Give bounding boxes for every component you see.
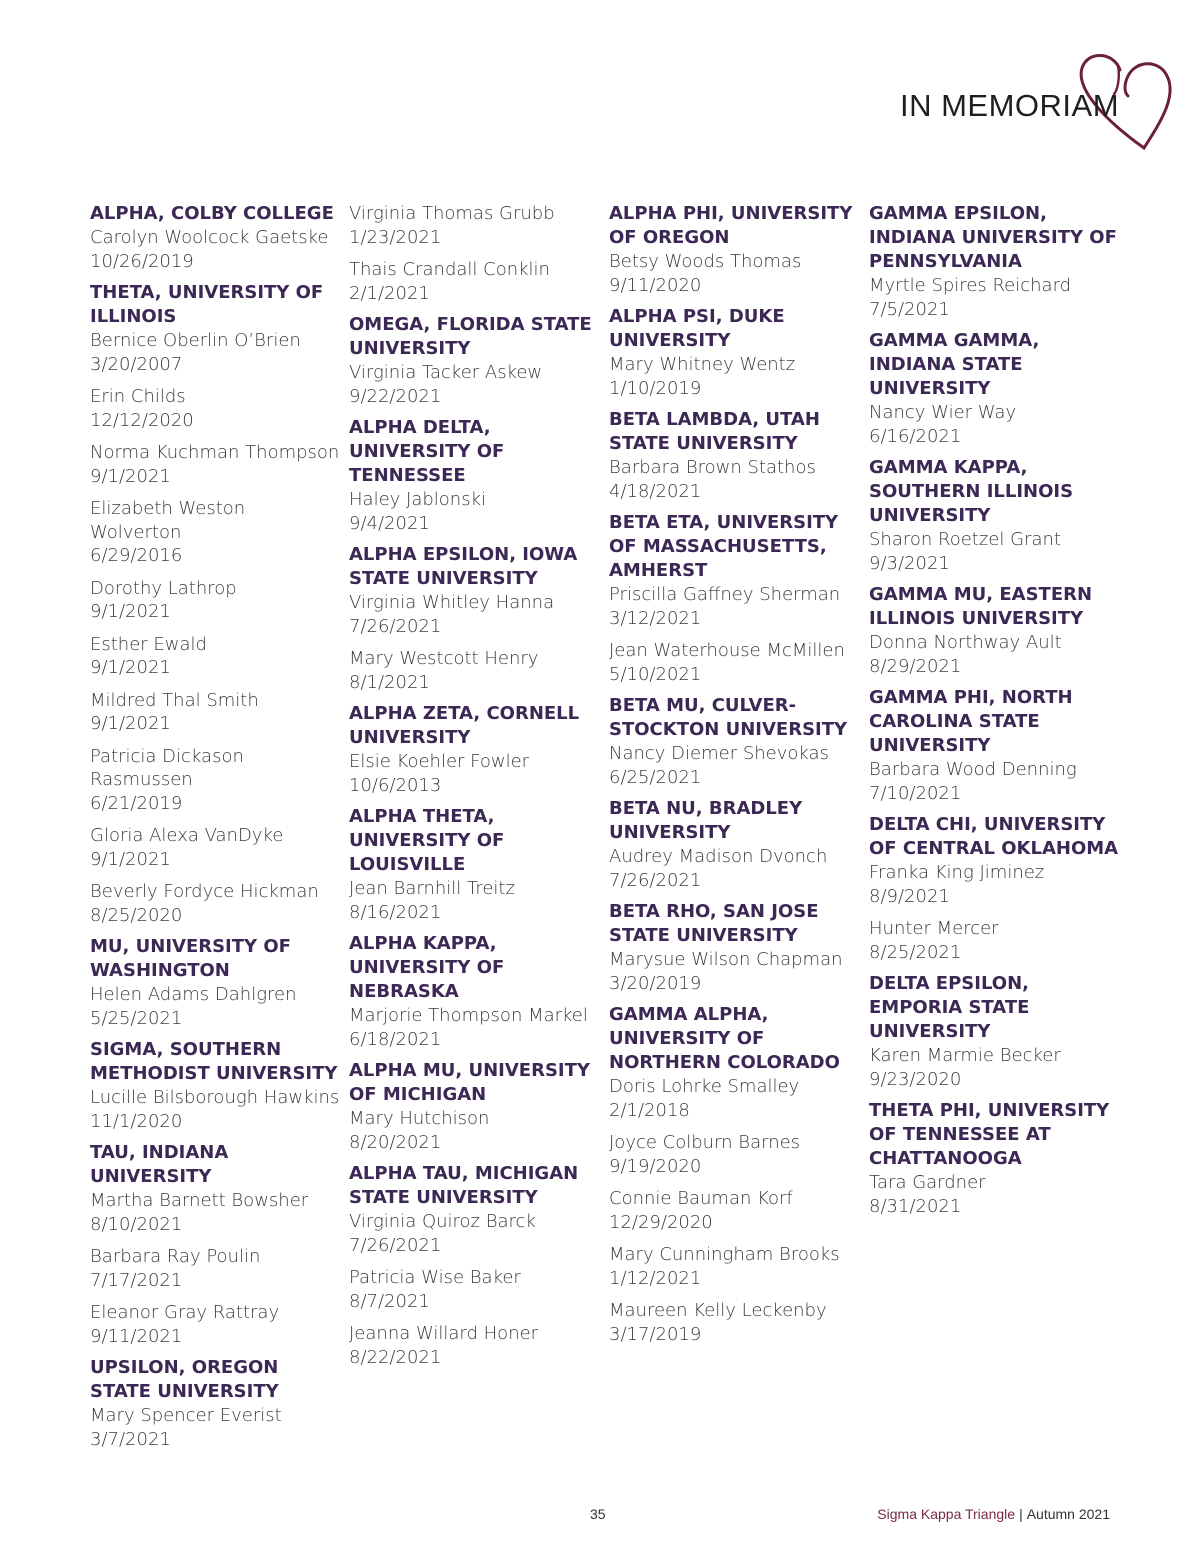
member-name: Mary Hutchison bbox=[349, 1108, 490, 1129]
member-name: Connie Bauman Korf bbox=[609, 1188, 793, 1209]
chapter-heading: THETA PHI, UNIVERSITY OF TENNESSEE AT CHATTANOOGA bbox=[869, 1100, 1110, 1169]
member-entry bbox=[349, 591, 601, 638]
member-name: Franka King Jiminez bbox=[869, 862, 1045, 883]
member-date: 12/29/2020 bbox=[609, 1211, 713, 1233]
member-date: 9/1/2021 bbox=[90, 848, 171, 870]
member-entry bbox=[609, 456, 861, 503]
member-name: Priscilla Gaffney Sherman bbox=[609, 584, 841, 605]
column-1 bbox=[90, 202, 342, 1451]
member-date: 9/4/2021 bbox=[349, 512, 430, 534]
member-date: 7/5/2021 bbox=[869, 298, 950, 320]
member-date: 7/26/2021 bbox=[349, 1234, 442, 1256]
chapter-heading: ALPHA DELTA, UNIVERSITY OF TENNESSEE bbox=[349, 417, 505, 486]
member-name: Esther Ewald bbox=[90, 633, 207, 655]
member-entry bbox=[349, 750, 601, 797]
member-name: Elizabeth Weston Wolverton bbox=[90, 498, 246, 543]
issue-label: Autumn 2021 bbox=[1026, 1506, 1110, 1522]
member-name: Thais Crandall Conklin bbox=[349, 259, 550, 280]
column-2 bbox=[349, 202, 601, 1369]
chapter-heading: MU, UNIVERSITY OF WASHINGTON bbox=[90, 936, 291, 981]
member-entry bbox=[349, 1266, 601, 1313]
member-date: 11/1/2020 bbox=[90, 1110, 183, 1132]
member-name: Virginia Thomas Grubb bbox=[349, 203, 555, 224]
member-date: 1/10/2019 bbox=[609, 377, 702, 399]
member-entry bbox=[349, 1004, 601, 1051]
chapter-heading: BETA ETA, UNIVERSITY OF MASSACHUSETTS, AMHERST bbox=[609, 512, 839, 581]
member-date: 5/10/2021 bbox=[609, 663, 702, 685]
member-name: Mary Spencer Everist bbox=[90, 1405, 282, 1426]
member-date: 2/1/2018 bbox=[609, 1099, 690, 1121]
member-entry bbox=[90, 1301, 342, 1348]
member-entry bbox=[90, 745, 342, 816]
member-date: 10/6/2013 bbox=[349, 774, 442, 796]
chapter-heading: ALPHA KAPPA, UNIVERSITY OF NEBRASKA bbox=[349, 933, 505, 1002]
member-entry bbox=[869, 274, 1121, 321]
member-name: Norma Kuchman Thompson bbox=[90, 442, 340, 463]
member-date: 1/12/2021 bbox=[609, 1267, 702, 1289]
member-name: Marysue Wilson Chapman bbox=[609, 949, 843, 970]
member-entry bbox=[869, 861, 1121, 908]
member-date: 8/7/2021 bbox=[349, 1290, 430, 1312]
member-entry bbox=[90, 983, 342, 1030]
member-name: Betsy Woods Thomas bbox=[609, 251, 802, 272]
member-date: 9/1/2021 bbox=[90, 465, 171, 487]
publication-footer bbox=[877, 1506, 1110, 1522]
member-date: 3/20/2019 bbox=[609, 972, 702, 994]
member-name: Audrey Madison Dvonch bbox=[609, 846, 828, 867]
member-entry bbox=[90, 441, 342, 488]
member-entry bbox=[90, 689, 342, 736]
chapter-heading: ALPHA EPSILON, IOWA STATE UNIVERSITY bbox=[349, 544, 578, 589]
member-entry bbox=[869, 1171, 1121, 1218]
chapter-heading: ALPHA PSI, DUKE UNIVERSITY bbox=[609, 306, 785, 351]
member-entry bbox=[869, 401, 1121, 448]
member-entry bbox=[869, 917, 1121, 964]
member-name: Carolyn Woolcock Gaetske bbox=[90, 227, 329, 248]
chapter-heading: OMEGA, FLORIDA STATE UNIVERSITY bbox=[349, 314, 592, 359]
column-3 bbox=[609, 202, 861, 1346]
member-entry bbox=[609, 1131, 861, 1178]
member-date: 5/25/2021 bbox=[90, 1007, 183, 1029]
member-name: Erin Childs bbox=[90, 386, 186, 407]
member-name: Barbara Ray Poulin bbox=[90, 1246, 261, 1267]
member-name: Barbara Wood Denning bbox=[869, 759, 1077, 780]
member-date: 8/10/2021 bbox=[90, 1213, 183, 1235]
member-date: 9/11/2020 bbox=[609, 274, 702, 296]
member-name: Nancy Diemer Shevokas bbox=[609, 743, 829, 764]
member-name: Martha Barnett Bowsher bbox=[90, 1190, 309, 1211]
page-number: 35 bbox=[590, 1506, 606, 1522]
member-name: Hunter Mercer bbox=[869, 918, 999, 939]
chapter-heading: ALPHA, COLBY COLLEGE bbox=[90, 203, 334, 224]
member-date: 6/16/2021 bbox=[869, 425, 962, 447]
member-name: Myrtle Spires Reichard bbox=[869, 275, 1072, 296]
member-date: 1/23/2021 bbox=[349, 226, 442, 248]
member-entry bbox=[609, 639, 861, 686]
member-name: Jean Waterhouse McMillen bbox=[609, 640, 845, 661]
member-entry bbox=[349, 488, 601, 535]
chapter-heading: THETA, UNIVERSITY OF ILLINOIS bbox=[90, 282, 324, 327]
member-name: Patricia Wise Baker bbox=[349, 1267, 521, 1288]
member-date: 6/18/2021 bbox=[349, 1028, 442, 1050]
chapter-heading: BETA NU, BRADLEY UNIVERSITY bbox=[609, 798, 803, 843]
member-date: 8/25/2020 bbox=[90, 904, 183, 926]
memorial-columns bbox=[90, 202, 1130, 1482]
member-entry bbox=[609, 583, 861, 630]
chapter-heading: DELTA CHI, UNIVERSITY OF CENTRAL OKLAHOMA bbox=[869, 814, 1119, 859]
member-date: 9/22/2021 bbox=[349, 385, 442, 407]
chapter-heading: GAMMA PHI, NORTH CAROLINA STATE UNIVERSITY bbox=[869, 687, 1073, 756]
member-entry bbox=[90, 1086, 342, 1133]
member-name: Beverly Fordyce Hickman bbox=[90, 881, 319, 902]
member-name: Lucille Bilsborough Hawkins bbox=[90, 1087, 340, 1108]
member-date: 3/20/2007 bbox=[90, 353, 183, 375]
member-entry bbox=[609, 1075, 861, 1122]
footer-separator: | bbox=[1019, 1506, 1023, 1522]
member-date: 8/25/2021 bbox=[869, 941, 962, 963]
member-name: Mary Cunningham Brooks bbox=[609, 1244, 840, 1265]
member-entry bbox=[609, 742, 861, 789]
member-name: Jeanna Willard Honer bbox=[349, 1323, 539, 1344]
member-entry bbox=[90, 1245, 342, 1292]
member-date: 9/1/2021 bbox=[90, 713, 171, 734]
member-date: 8/22/2021 bbox=[349, 1346, 442, 1368]
chapter-heading: GAMMA KAPPA, SOUTHERN ILLINOIS UNIVERSITY bbox=[869, 457, 1074, 526]
member-name: Eleanor Gray Rattray bbox=[90, 1302, 280, 1323]
member-entry bbox=[349, 877, 601, 924]
chapter-heading: GAMMA MU, EASTERN ILLINOIS UNIVERSITY bbox=[869, 584, 1093, 629]
member-entry bbox=[869, 758, 1121, 805]
member-entry bbox=[349, 1210, 601, 1257]
member-entry bbox=[349, 647, 601, 694]
member-name: Karen Marmie Becker bbox=[869, 1045, 1061, 1066]
chapter-heading: DELTA EPSILON, EMPORIA STATE UNIVERSITY bbox=[869, 973, 1030, 1042]
member-date: 6/25/2021 bbox=[609, 766, 702, 788]
member-date: 10/26/2019 bbox=[90, 250, 194, 272]
member-date: 7/10/2021 bbox=[869, 782, 962, 804]
member-date: 4/18/2021 bbox=[609, 480, 702, 502]
member-name: Helen Adams Dahlgren bbox=[90, 984, 297, 1005]
member-entry bbox=[349, 361, 601, 408]
member-entry bbox=[90, 497, 342, 568]
page-title: IN MEMORIAM bbox=[900, 88, 1120, 123]
member-entry bbox=[90, 1189, 342, 1236]
member-entry bbox=[609, 948, 861, 995]
member-name: Bernice Oberlin O’Brien bbox=[90, 330, 301, 351]
chapter-heading: SIGMA, SOUTHERN METHODIST UNIVERSITY bbox=[90, 1039, 338, 1084]
member-name: Mildred Thal Smith bbox=[90, 689, 259, 711]
chapter-heading: BETA MU, CULVER-STOCKTON UNIVERSITY bbox=[609, 695, 848, 740]
member-date: 7/26/2021 bbox=[609, 869, 702, 891]
member-date: 6/29/2016 bbox=[90, 545, 183, 566]
member-entry bbox=[869, 631, 1121, 678]
member-entry bbox=[90, 329, 342, 376]
chapter-heading: UPSILON, OREGON STATE UNIVERSITY bbox=[90, 1357, 279, 1402]
publication-name: Sigma Kappa Triangle bbox=[877, 1506, 1016, 1522]
chapter-heading: ALPHA PHI, UNIVERSITY OF OREGON bbox=[609, 203, 853, 248]
chapter-heading: ALPHA MU, UNIVERSITY OF MICHIGAN bbox=[349, 1060, 590, 1105]
member-entry bbox=[609, 1187, 861, 1234]
member-name: Jean Barnhill Treitz bbox=[349, 878, 515, 899]
member-name: Maureen Kelly Leckenby bbox=[609, 1300, 827, 1321]
member-name: Gloria Alexa VanDyke bbox=[90, 825, 284, 846]
member-date: 8/31/2021 bbox=[869, 1195, 962, 1217]
chapter-heading: ALPHA TAU, MICHIGAN STATE UNIVERSITY bbox=[349, 1163, 579, 1208]
member-entry bbox=[609, 1299, 861, 1346]
member-date: 9/11/2021 bbox=[90, 1325, 183, 1347]
member-name: Virginia Quiroz Barck bbox=[349, 1211, 536, 1232]
member-entry bbox=[609, 1243, 861, 1290]
member-date: 7/26/2021 bbox=[349, 615, 442, 637]
chapter-heading: GAMMA EPSILON, INDIANA UNIVERSITY OF PENNSYLVANIA bbox=[869, 203, 1117, 272]
member-date: 7/17/2021 bbox=[90, 1269, 183, 1291]
member-name: Patricia Dickason Rasmussen bbox=[90, 745, 244, 790]
chapter-heading: ALPHA THETA, UNIVERSITY OF LOUISVILLE bbox=[349, 806, 505, 875]
member-entry bbox=[869, 1044, 1121, 1091]
member-name: Tara Gardner bbox=[869, 1172, 986, 1193]
chapter-heading: GAMMA ALPHA, UNIVERSITY OF NORTHERN COLORADO bbox=[609, 1004, 840, 1073]
member-name: Dorothy Lathrop bbox=[90, 577, 237, 599]
member-name: Donna Northway Ault bbox=[869, 632, 1062, 653]
member-date: 6/21/2019 bbox=[90, 792, 183, 814]
chapter-heading: TAU, INDIANA UNIVERSITY bbox=[90, 1142, 229, 1187]
member-entry bbox=[609, 353, 861, 400]
member-entry bbox=[609, 250, 861, 297]
member-date: 8/1/2021 bbox=[349, 671, 430, 693]
chapter-heading: BETA LAMBDA, UTAH STATE UNIVERSITY bbox=[609, 409, 820, 454]
chapter-heading: BETA RHO, SAN JOSE STATE UNIVERSITY bbox=[609, 901, 819, 946]
chapter-heading: ALPHA ZETA, CORNELL UNIVERSITY bbox=[349, 703, 580, 748]
member-name: Sharon Roetzel Grant bbox=[869, 529, 1061, 550]
member-name: Virginia Whitley Hanna bbox=[349, 592, 555, 613]
member-entry bbox=[90, 824, 342, 871]
member-entry bbox=[90, 226, 342, 273]
member-entry bbox=[90, 1404, 342, 1451]
member-entry bbox=[349, 1322, 601, 1369]
member-date: 9/19/2020 bbox=[609, 1155, 702, 1177]
member-entry bbox=[90, 880, 342, 927]
member-name: Mary Westcott Henry bbox=[349, 648, 539, 669]
member-date: 8/9/2021 bbox=[869, 885, 950, 907]
member-entry bbox=[869, 528, 1121, 575]
member-name: Marjorie Thompson Markel bbox=[349, 1005, 588, 1026]
member-date: 8/20/2021 bbox=[349, 1131, 442, 1153]
column-4 bbox=[869, 202, 1121, 1218]
member-name: Doris Lohrke Smalley bbox=[609, 1076, 800, 1097]
member-entry bbox=[349, 258, 601, 305]
member-name: Barbara Brown Stathos bbox=[609, 457, 816, 478]
member-date: 12/12/2020 bbox=[90, 409, 194, 431]
member-date: 2/1/2021 bbox=[349, 282, 430, 304]
member-date: 8/16/2021 bbox=[349, 901, 442, 923]
member-entry bbox=[90, 385, 342, 432]
member-entry bbox=[90, 577, 342, 624]
member-date: 3/12/2021 bbox=[609, 607, 702, 629]
member-date: 3/17/2019 bbox=[609, 1323, 702, 1345]
member-name: Elsie Koehler Fowler bbox=[349, 751, 530, 772]
member-date: 9/3/2021 bbox=[869, 552, 950, 574]
chapter-heading: GAMMA GAMMA, INDIANA STATE UNIVERSITY bbox=[869, 330, 1040, 399]
member-entry bbox=[90, 633, 342, 680]
member-date: 3/7/2021 bbox=[90, 1428, 171, 1450]
member-date: 9/1/2021 bbox=[90, 601, 171, 622]
member-date: 9/1/2021 bbox=[90, 657, 171, 678]
member-entry bbox=[609, 845, 861, 892]
member-entry bbox=[349, 202, 601, 249]
member-name: Mary Whitney Wentz bbox=[609, 354, 796, 375]
member-date: 9/23/2020 bbox=[869, 1068, 962, 1090]
member-date: 8/29/2021 bbox=[869, 655, 962, 677]
member-name: Haley Jablonski bbox=[349, 489, 487, 510]
member-entry bbox=[349, 1107, 601, 1154]
member-name: Virginia Tacker Askew bbox=[349, 362, 543, 383]
member-name: Nancy Wier Way bbox=[869, 402, 1017, 423]
member-name: Joyce Colburn Barnes bbox=[609, 1132, 801, 1153]
